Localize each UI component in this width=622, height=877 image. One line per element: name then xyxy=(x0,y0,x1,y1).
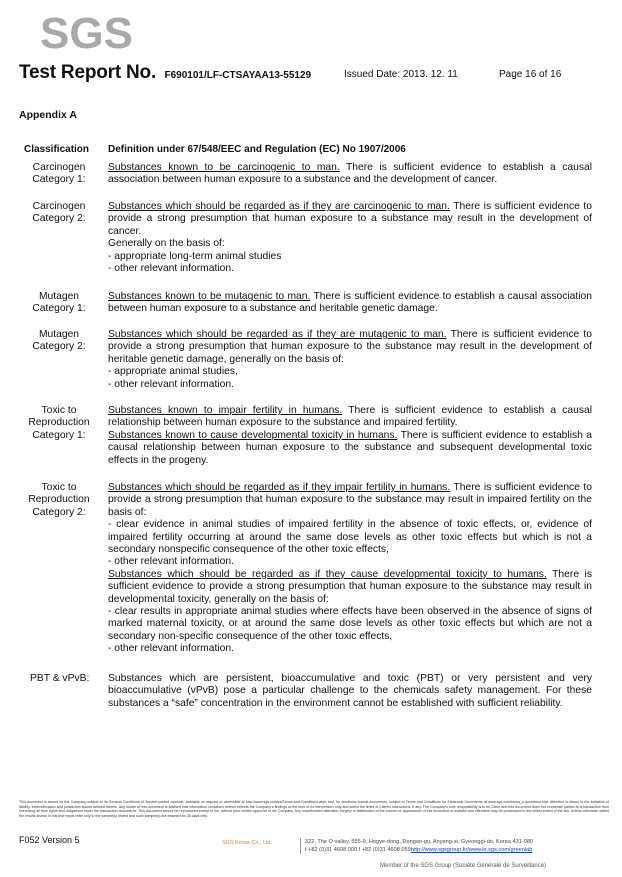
definition-cell xyxy=(108,329,592,391)
definition-paragraph xyxy=(108,430,592,467)
definition-text: - appropriate long-term animal studies xyxy=(108,250,282,262)
report-title: Test Report No. xyxy=(19,62,157,83)
definition-underlined: Substances which should be regarded as if they impair fertility in humans. xyxy=(108,482,451,493)
definition-paragraph xyxy=(108,643,592,655)
definition-cell xyxy=(108,162,592,187)
definition-underlined: Substances known to cause developmental toxicity in humans. xyxy=(108,429,398,441)
definition-paragraph xyxy=(108,329,592,366)
definition-cell xyxy=(108,201,592,275)
definition-underlined: Substances which should be regarded as if they are mutagenic to man. xyxy=(108,329,447,340)
classification-line: Category 2: xyxy=(32,506,86,518)
classification-cell xyxy=(18,329,100,354)
classification-line: Category 1: xyxy=(32,429,86,441)
classification-line: Carcinogen xyxy=(32,201,86,212)
definition-text: - other relevant information. xyxy=(108,556,234,568)
footer-disclaimer: This document is issued by the Company subject to its General Conditions of Service printed overleaf, available on request or accessible at http://www.sgs.com/en/Terms-and-Conditions.aspx and, for electronic format documents, subject to Terms and Conditions for Electronic Documents at www.sgs.com/terms_e-document.htm. Attention is drawn to the limitation of liability, indemnification and jurisdiction issues defined therein. Any holder of this document is advised that information contained hereon reflects the Company's findings at the time of its intervention only and within the limits of Client's instructions, if any. The Company's sole responsibility is to its Client and this document does not exonerate parties to a transaction from exercising all their rights and obligations under the transaction documents. This document cannot be reproduced except in full, without prior written approval of the Company. Any unauthorized alteration, forgery or falsification of the content or appearance of this document is unlawful and offenders may be prosecuted to the fullest extent of the law. Unless otherwise stated the results shown in this test report refer only to the sample(s) tested and such sample(s) are retained for 30 days only. xyxy=(19,800,609,818)
classification-line: Category 2: xyxy=(32,341,86,353)
footer-address-block xyxy=(300,838,533,854)
footer-web-link[interactable]: http://www.sgsgroup.kr/www.kr.sgs.com/greenlab xyxy=(410,847,533,853)
definition-text: There is sufficient evidence to establish a causal association between human exposure to a substance and the development of cancer. xyxy=(108,162,592,186)
definition-paragraph xyxy=(108,673,592,710)
classification-cell xyxy=(30,673,112,685)
definition-underlined: Substances which should be regarded as if they cause developmental toxicity to humans. xyxy=(108,568,547,580)
report-number: F690101/LF-CTSAYAA13-55129 xyxy=(164,70,312,81)
classification-line: Reproduction xyxy=(28,417,90,429)
classification-line: Mutagen xyxy=(38,291,80,302)
footer-phone: t +82 (0)31 4608 000 f +82 (0)31 4608 059 xyxy=(305,847,411,853)
classification-cell xyxy=(18,291,100,316)
classification-cell xyxy=(18,162,100,187)
definition-paragraph xyxy=(108,379,592,391)
appendix-title: Appendix A xyxy=(19,109,77,121)
definition-paragraph xyxy=(108,162,592,187)
footer-address: 322, The O valley, 555-9, Hogye-dong, Dongan-gu, Anyang-si, Gyeonggi-do, Korea 431-080 xyxy=(305,839,534,845)
classification-line: Reproduction xyxy=(28,494,90,506)
report-title-line xyxy=(19,62,609,84)
definition-paragraph xyxy=(108,482,592,519)
definition-text: There is sufficient evidence to establish a causal relationship between human exposure to the substance and impaired fertility. xyxy=(108,405,592,429)
definition-text: - other relevant information. xyxy=(108,643,234,655)
definition-text: There is sufficient evidence to provide a strong presumption that human exposure to the substance may result in impaired fertility on the basis of: xyxy=(108,482,592,518)
definition-text: There is sufficient evidence to establish a causal relationship between human exposure to the substance and subsequent developmental toxic effects in the progeny. xyxy=(108,429,592,466)
classification-cell xyxy=(18,405,100,442)
sgs-logo xyxy=(40,8,133,58)
definition-text: There is sufficient evidence to provide a strong presumption that human exposure to the substance may result in developmental toxicity, generally on the basis of: xyxy=(108,568,592,605)
definition-underlined: Substances which should be regarded as if they are carcinogenic to man. xyxy=(108,201,450,212)
definition-paragraph xyxy=(108,366,592,378)
definition-text: - appropriate animal studies, xyxy=(108,366,238,378)
definition-paragraph xyxy=(108,263,592,275)
definition-text: There is sufficient evidence to provide a strong presumption that human exposure to a substance may result in the development of cancer. xyxy=(108,201,592,237)
definition-paragraph xyxy=(108,519,592,556)
classification-line: Toxic to xyxy=(41,482,77,493)
footer-company: SGS Korea Co., Ltd. xyxy=(222,840,273,846)
definition-paragraph xyxy=(108,405,592,430)
definition-cell xyxy=(108,291,592,316)
definition-text: Generally on the basis of: xyxy=(108,238,225,250)
page-number: Page 16 of 16 xyxy=(499,69,562,80)
definition-text: - other relevant information. xyxy=(108,378,234,390)
issued-date: Issued Date: 2013. 12. 11 xyxy=(344,69,458,80)
classification-cell xyxy=(18,201,100,226)
classification-line: Carcinogen xyxy=(32,162,86,173)
definition-paragraph xyxy=(108,251,592,263)
definition-paragraph xyxy=(108,556,592,568)
definition-cell xyxy=(108,673,592,710)
definition-underlined: Substances known to impair fertility in humans. xyxy=(108,405,343,416)
definition-paragraph xyxy=(108,569,592,606)
classification-line: Category 1: xyxy=(32,174,86,186)
definition-text: - other relevant information. xyxy=(108,263,234,275)
definition-paragraph xyxy=(108,201,592,238)
definition-header: Definition under 67/548/EEC and Regulation (EC) No 1907/2006 xyxy=(108,144,406,155)
definition-paragraph xyxy=(108,606,592,643)
definition-cell xyxy=(108,482,592,656)
definition-paragraph xyxy=(108,291,592,316)
definition-text: - clear evidence in animal studies of impaired fertility in the absence of toxic effects, or, evidence of impaired fertility occurring at around the same dose levels as other toxic effects but which is not a secondary nonspecific consequence of the other toxic effects, xyxy=(108,519,592,556)
classification-line: Category 2: xyxy=(32,213,86,225)
definition-text: - clear results in appropriate animal studies where effects have been observed in the absence of signs of marked maternal toxicity, or at around the same dose levels as other toxic effects but which are not a secondary non-specific consequence of the other toxic effects, xyxy=(108,606,592,642)
sgs-logo-text: SGS xyxy=(40,9,133,58)
definition-text: Substances which are persistent, bioaccumulative and toxic (PBT) or very persistent and very bioaccumulative (vPvB) pose a particular challenge to the chemicals safety management. For these substances a “safe” concentration in the environment cannot be established with sufficient reliability. xyxy=(108,673,592,709)
footer-member: Member of the SGS Group (Société Générale de Surveillance) xyxy=(380,863,547,869)
definition-text: There is sufficient evidence to establish a causal association between human exposure to a substance and heritable genetic damage. xyxy=(108,291,593,315)
definition-underlined: Substances known to be mutagenic to man. xyxy=(108,291,311,302)
classification-line: Toxic to xyxy=(41,405,77,416)
classification-cell xyxy=(18,482,100,519)
classification-line: Mutagen xyxy=(38,329,80,340)
definition-cell xyxy=(108,405,592,467)
classification-header: Classification xyxy=(24,144,90,155)
definition-paragraph xyxy=(108,238,592,250)
classification-line: PBT & vPvB: xyxy=(30,673,90,684)
definition-text: There is sufficient evidence to provide a strong presumption that human exposure to the substance may result in the development of heritable genetic damage, generally on the basis of: xyxy=(108,329,592,365)
definition-underlined: Substances known to be carcinogenic to man. xyxy=(108,162,340,173)
form-version: F052 Version 5 xyxy=(19,835,80,845)
classification-line: Category 1: xyxy=(32,303,86,315)
